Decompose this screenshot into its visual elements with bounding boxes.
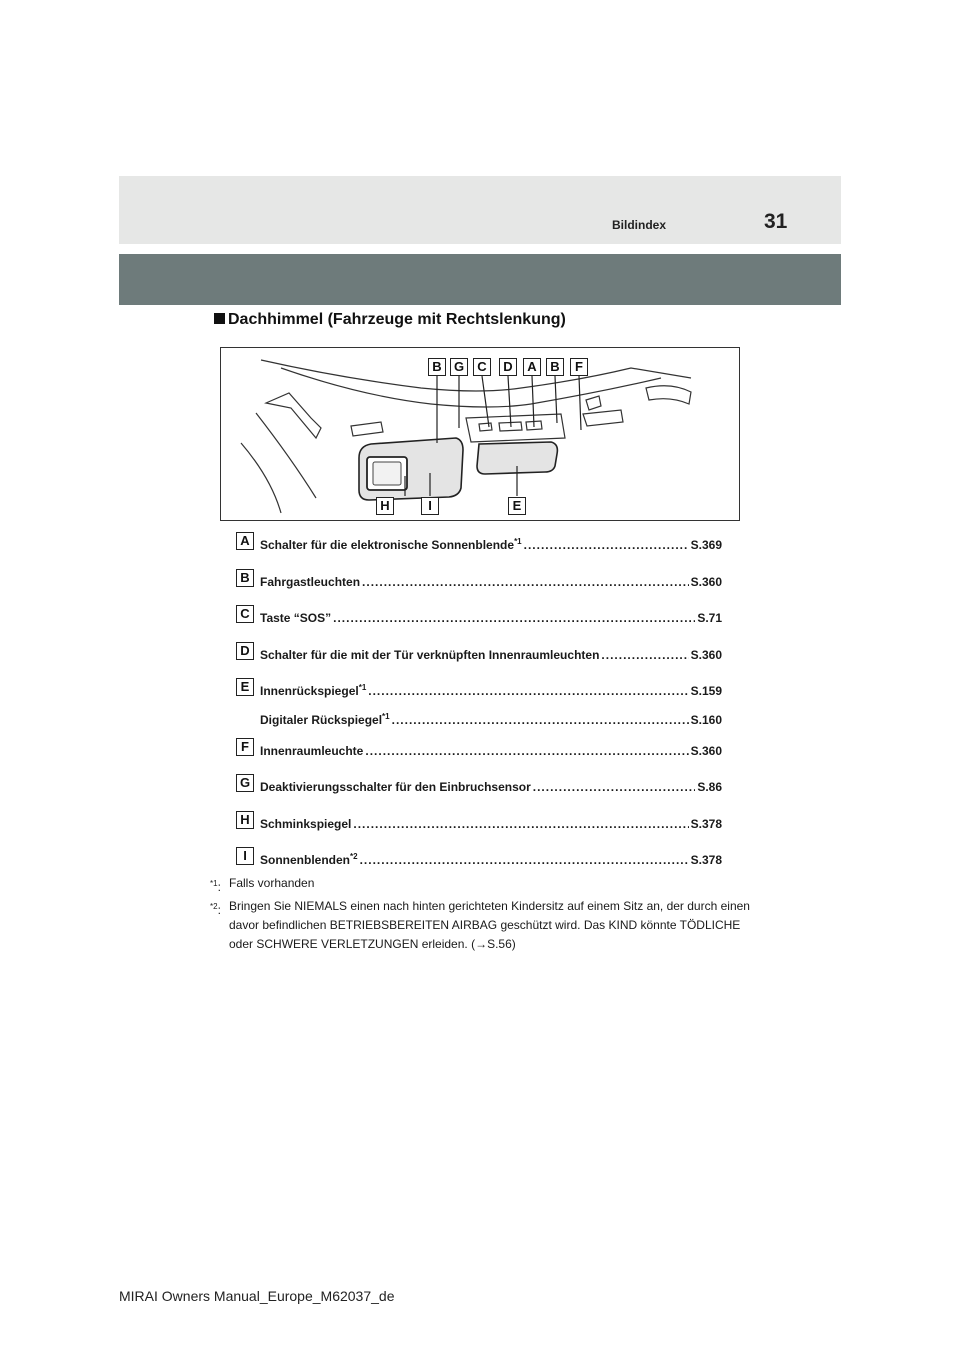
- dot-leader: [360, 853, 689, 867]
- header-band: [119, 176, 841, 244]
- legend-badge: B: [236, 569, 254, 587]
- legend-label: Digitaler Rückspiegel: [260, 713, 383, 727]
- callout-b-2: B: [546, 358, 564, 376]
- footnote-text: Falls vorhanden: [229, 876, 315, 890]
- legend-entry-h: [236, 811, 722, 831]
- legend-label: Schminkspiegel: [260, 817, 352, 831]
- section-name: Bildindex: [612, 218, 667, 232]
- footer-text: MIRAI Owners Manual_Europe_M62037_de: [119, 1288, 395, 1304]
- callout-h: H: [376, 497, 394, 515]
- page-reference: S.360: [690, 744, 722, 758]
- page-number: 31: [764, 210, 788, 233]
- legend-footnote-ref: *1: [382, 712, 390, 721]
- legend-label: Schalter für die elektronische Sonnenblende: [260, 538, 515, 552]
- legend-footnote-ref: *1: [514, 537, 522, 546]
- square-bullet-icon: [214, 313, 225, 324]
- legend-entry-a: [236, 532, 722, 552]
- header-dark-band: [119, 254, 841, 305]
- legend-entry-e-digital: [236, 707, 722, 727]
- callout-d: D: [499, 358, 517, 376]
- legend-label: Deaktivierungsschalter für den Einbruchsensor: [260, 780, 531, 794]
- legend-label: Schalter für die mit der Tür verknüpften Innenraumleuchten: [260, 648, 600, 662]
- legend-badge: I: [236, 847, 254, 865]
- legend-entry-f: [236, 738, 722, 758]
- legend-entry-d: [236, 642, 722, 662]
- legend-badge: C: [236, 605, 254, 623]
- dot-leader: [601, 648, 688, 662]
- legend-footnote-ref: *1: [358, 683, 367, 692]
- legend-entry-b: [236, 569, 722, 589]
- footnote-mark: *1: [210, 879, 218, 888]
- legend-badge: H: [236, 811, 254, 829]
- legend-entry-g: [236, 774, 722, 794]
- dot-leader: [353, 817, 688, 831]
- page-reference: S.369: [690, 538, 722, 552]
- callout-a: A: [523, 358, 541, 376]
- dot-leader: [524, 538, 689, 552]
- callout-e: E: [508, 497, 526, 515]
- legend-badge: A: [236, 532, 254, 550]
- footnote-mark: *2: [210, 902, 218, 911]
- page-reference: S.378: [690, 817, 722, 831]
- footnote-2: $^{*2}$: Bringen Sie NIEMALS einen nach hinten gerichteten Kindersitz auf einem Sitz an, der durch einen davor befindlichen BETRIEBSBEREITEN AIRBAG geschützt wird. Das KIND könnte TÖDLICHE oder SCHWERE VERLETZUNGEN erleiden. (→S.56): [210, 897, 750, 954]
- legend-footnote-ref: *2: [350, 852, 358, 861]
- callout-i: I: [421, 497, 439, 515]
- dot-leader: [368, 684, 688, 698]
- legend-label: Innenrückspiegel: [260, 684, 359, 698]
- page-reference: S.360: [690, 575, 722, 589]
- dot-leader: [333, 611, 695, 625]
- callout-g: G: [450, 358, 468, 376]
- roof-illustration: [220, 347, 740, 521]
- page-reference: S.378: [690, 853, 722, 867]
- page-reference: S.360: [690, 648, 722, 662]
- dot-leader: [365, 744, 688, 758]
- legend-label: Taste “SOS”: [260, 611, 332, 625]
- legend-entry-e: [236, 678, 722, 698]
- page-reference: S.71: [697, 611, 722, 625]
- page-reference: S.86: [697, 780, 722, 794]
- callout-c: C: [473, 358, 491, 376]
- page-reference: S.160: [690, 713, 722, 727]
- dot-leader: [533, 780, 696, 794]
- legend-entry-c: [236, 605, 722, 625]
- dot-leader: [392, 713, 689, 727]
- callout-b: B: [428, 358, 446, 376]
- legend-label: Fahrgastleuchten: [260, 575, 361, 589]
- footnote-text: Bringen Sie NIEMALS einen nach hinten gerichteten Kindersitz auf einem Sitz an, der durch einen davor befindlichen BETRIEBSBEREITEN AIRBAG geschützt wird. Das KIND könnte TÖDLICHE oder SCHWERE VERLETZUNGEN erleiden. (→S.56): [229, 899, 750, 951]
- legend-entry-i: [236, 847, 722, 867]
- legend-badge: F: [236, 738, 254, 756]
- legend-badge: G: [236, 774, 254, 792]
- legend-label: Innenraumleuchte: [260, 744, 364, 758]
- footnote-1: $^{*1}$: Falls vorhanden: [210, 874, 750, 893]
- page-reference: S.159: [690, 684, 722, 698]
- dot-leader: [362, 575, 689, 589]
- legend-badge: D: [236, 642, 254, 660]
- callout-f: F: [570, 358, 588, 376]
- legend-label: Sonnenblenden: [260, 853, 350, 867]
- section-title: Dachhimmel (Fahrzeuge mit Rechtslenkung): [214, 311, 566, 329]
- legend-badge: E: [236, 678, 254, 696]
